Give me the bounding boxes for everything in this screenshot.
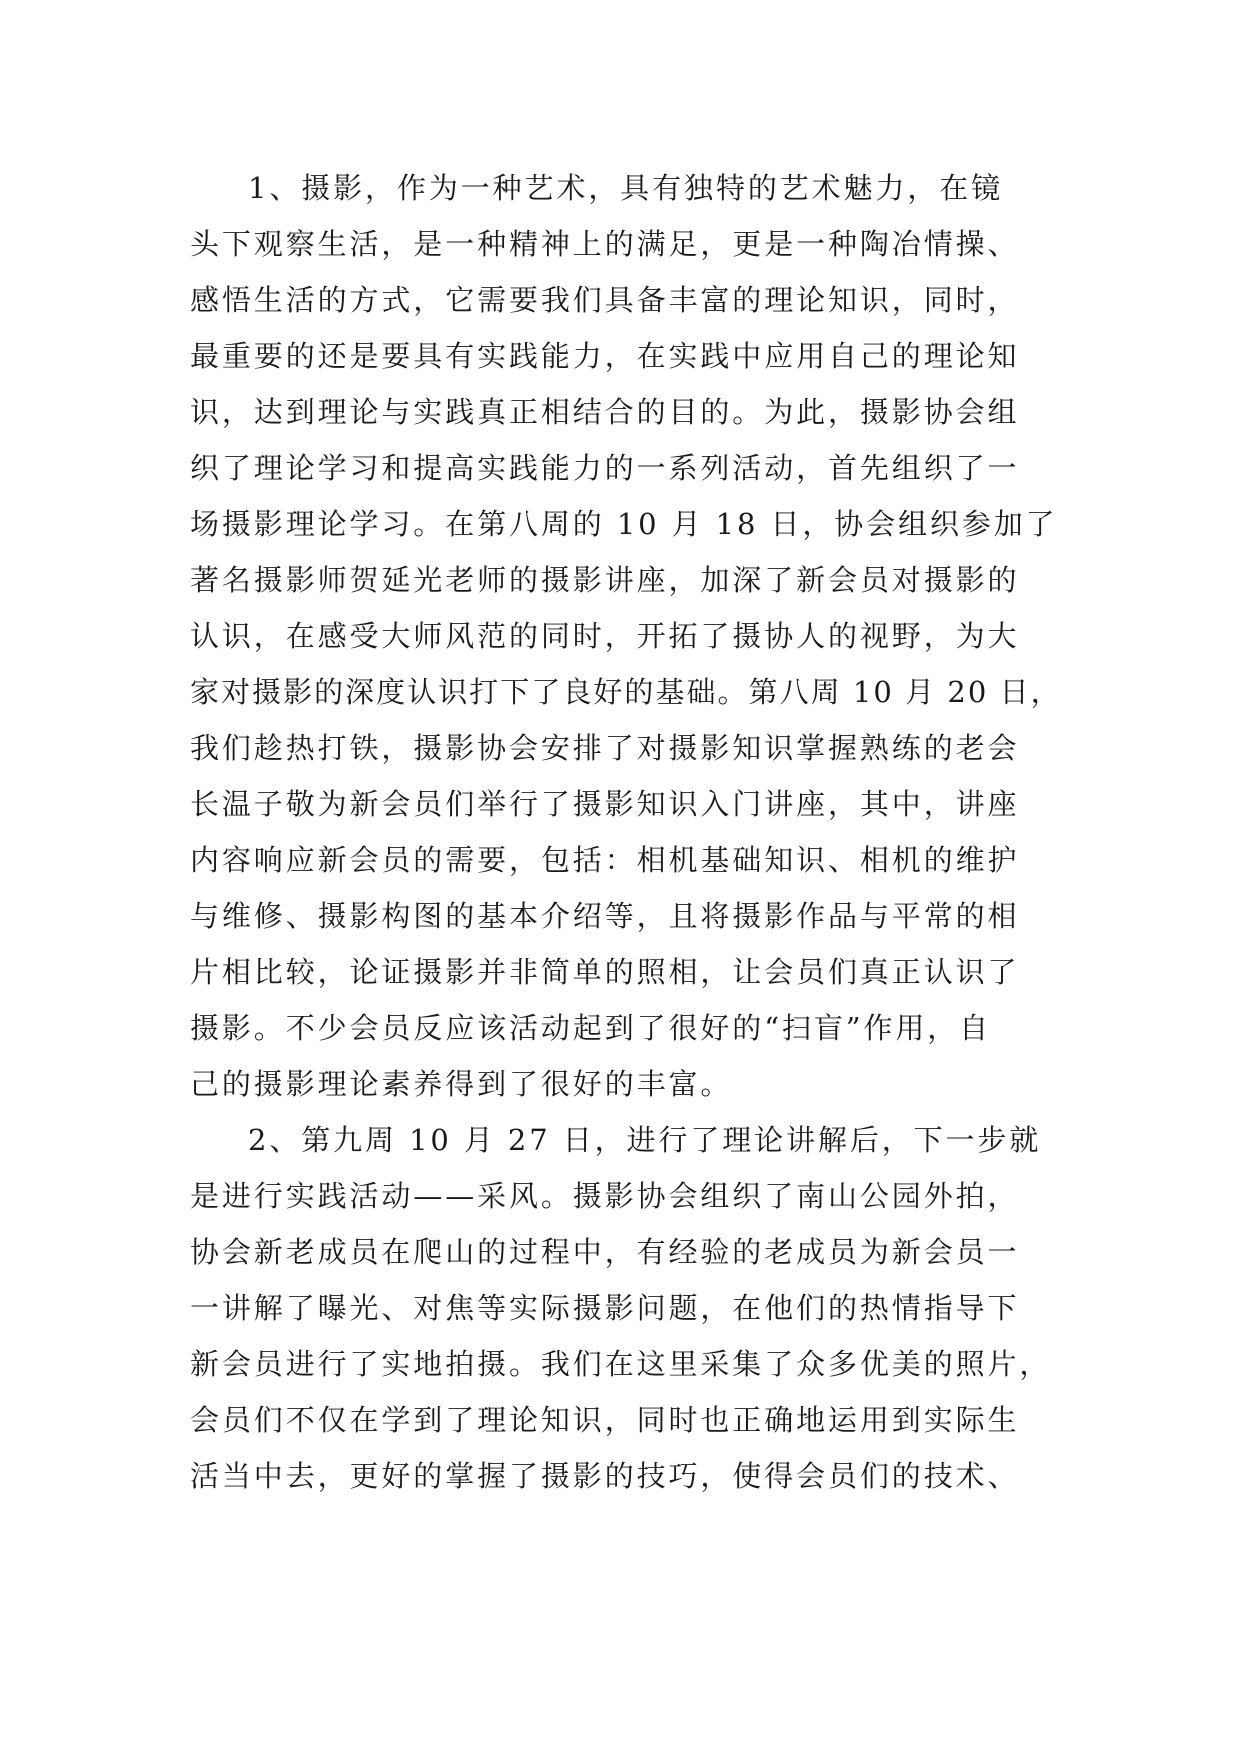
text-line: 1、摄影，作为一种艺术，具有独特的艺术魅力，在镜 (248, 171, 1004, 205)
text-line: 感悟生活的方式，它需要我们具备丰富的理论知识，同时， (190, 283, 1020, 317)
text-line: 己的摄影理论素养得到了很好的丰富。 (190, 1067, 733, 1101)
text-line: 头下观察生活，是一种精神上的满足，更是一种陶冶情操、 (190, 227, 1020, 261)
text-line: 家对摄影的深度认识打下了良好的基础。第八周 10 月 20 日， (190, 675, 1062, 709)
text-line: 长温子敬为新会员们举行了摄影知识入门讲座，其中，讲座 (190, 787, 1020, 821)
text-line: 与维修、摄影构图的基本介绍等，且将摄影作品与平常的相 (190, 899, 1020, 933)
text-line: 协会新老成员在爬山的过程中，有经验的老成员为新会员一 (190, 1235, 1020, 1269)
text-line: 会员们不仅在学到了理论知识，同时也正确地运用到实际生 (190, 1403, 1020, 1437)
text-line: 内容响应新会员的需要，包括：相机基础知识、相机的维护 (190, 843, 1020, 877)
paragraph-2 (190, 1112, 1070, 1504)
text-line: 织了理论学习和提高实践能力的一系列活动，首先组织了一 (190, 451, 1020, 485)
text-line: 识，达到理论与实践真正相结合的目的。为此，摄影协会组 (190, 395, 1020, 429)
text-line: 新会员进行了实地拍摄。我们在这里采集了众多优美的照片， (190, 1347, 1052, 1381)
text-line: 著名摄影师贺延光老师的摄影讲座，加深了新会员对摄影的 (190, 563, 1020, 597)
text-line: 是进行实践活动——采风。摄影协会组织了南山公园外拍， (190, 1179, 1020, 1213)
text-line: 摄影。不少会员反应该活动起到了很好的“扫盲”作用，自 (190, 1011, 992, 1045)
text-line: 我们趁热打铁，摄影协会安排了对摄影知识掌握熟练的老会 (190, 731, 1020, 765)
text-line: 2、第九周 10 月 27 日，进行了理论讲解后，下一步就 (248, 1123, 1042, 1157)
text-line: 片相比较，论证摄影并非简单的照相，让会员们真正认识了 (190, 955, 1020, 989)
text-line: 一讲解了曝光、对焦等实际摄影问题，在他们的热情指导下 (190, 1291, 1020, 1325)
text-line: 活当中去，更好的掌握了摄影的技巧，使得会员们的技术、 (190, 1459, 1020, 1493)
paragraph-1 (190, 160, 1070, 1112)
text-line: 认识，在感受大师风范的同时，开拓了摄协人的视野，为大 (190, 619, 1020, 653)
body-text (190, 160, 1070, 1504)
text-line: 最重要的还是要具有实践能力，在实践中应用自己的理论知 (190, 339, 1020, 373)
text-line: 场摄影理论学习。在第八周的 10 月 18 日，协会组织参加了 (190, 507, 1058, 541)
